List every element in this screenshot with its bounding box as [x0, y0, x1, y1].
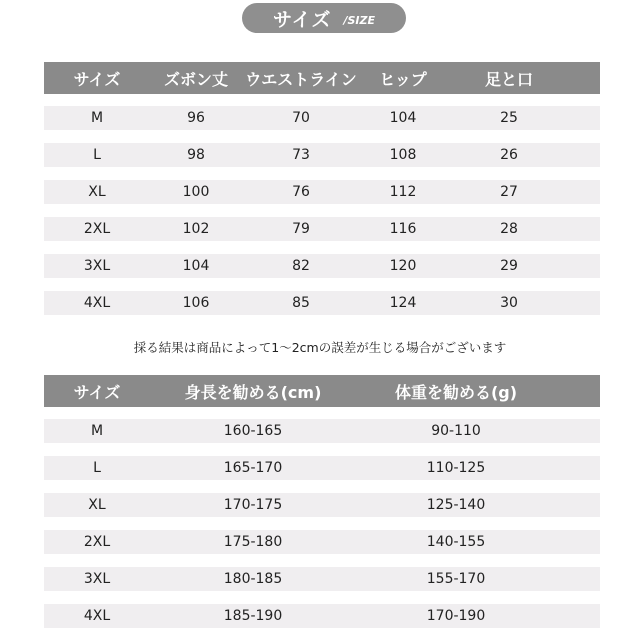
table-row [44, 493, 600, 517]
table-row [44, 106, 600, 130]
cell-length: 106 [182, 295, 210, 311]
table-row [44, 180, 600, 204]
cell-size: 3XL [83, 258, 111, 274]
table-row [44, 419, 600, 443]
header-size: サイズ [73, 382, 121, 402]
cell-height: 185-190 [223, 608, 283, 624]
measurement-note: 採る結果は商品によって1～2cmの誤差が生じる場合がございます [133, 340, 507, 355]
table-row [44, 217, 600, 241]
cell-hem: 26 [500, 147, 518, 163]
header-hip: ヒップ [379, 69, 427, 89]
cell-size: XL [88, 184, 106, 200]
cell-size: 3XL [83, 571, 111, 587]
cell-hip: 120 [389, 258, 417, 274]
table-header [44, 375, 600, 407]
cell-waist: 76 [292, 184, 310, 200]
table-row [44, 143, 600, 167]
size-title: サイズ [272, 8, 332, 31]
cell-size: XL [88, 497, 106, 513]
cell-hem: 27 [500, 184, 518, 200]
header-size: サイズ [73, 69, 121, 89]
cell-size: 4XL [83, 295, 111, 311]
cell-height: 175-180 [223, 534, 283, 550]
table-header [44, 62, 600, 94]
cell-length: 96 [187, 110, 205, 126]
table-row [44, 254, 600, 278]
cell-hem: 28 [500, 221, 518, 237]
cell-size: L [93, 460, 101, 476]
cell-hem: 29 [500, 258, 518, 274]
table-row [44, 291, 600, 315]
cell-hip: 116 [389, 221, 417, 237]
cell-waist: 82 [292, 258, 310, 274]
header-waist: ウエストライン [245, 69, 357, 89]
cell-length: 100 [182, 184, 210, 200]
cell-waist: 70 [292, 110, 310, 126]
size-measurement-table [44, 62, 600, 311]
cell-height: 170-175 [223, 497, 283, 513]
cell-hem: 25 [500, 110, 518, 126]
cell-height: 180-185 [223, 571, 283, 587]
cell-weight: 90-110 [431, 423, 481, 439]
cell-waist: 73 [292, 147, 310, 163]
cell-height: 160-165 [223, 423, 283, 439]
table-row [44, 530, 600, 554]
cell-size: L [93, 147, 101, 163]
cell-length: 98 [187, 147, 205, 163]
cell-waist: 85 [292, 295, 310, 311]
cell-hip: 124 [389, 295, 417, 311]
header-hem: 足と口 [484, 69, 533, 89]
cell-height: 165-170 [223, 460, 283, 476]
cell-weight: 155-170 [426, 571, 486, 587]
cell-hip: 104 [389, 110, 417, 126]
cell-weight: 140-155 [426, 534, 486, 550]
cell-hip: 108 [389, 147, 417, 163]
size-title-pill [242, 3, 406, 33]
table-row [44, 567, 600, 591]
cell-hip: 112 [389, 184, 417, 200]
size-subtitle: /SIZE [343, 13, 375, 27]
cell-weight: 110-125 [426, 460, 486, 476]
cell-weight: 125-140 [426, 497, 486, 513]
header-weight: 体重を勧める(g) [394, 382, 518, 402]
table-row [44, 604, 600, 628]
cell-size: 4XL [83, 608, 111, 624]
cell-length: 102 [182, 221, 210, 237]
header-height: 身長を勧める(cm) [184, 382, 322, 402]
cell-length: 104 [182, 258, 210, 274]
cell-size: 2XL [83, 534, 111, 550]
table-row [44, 456, 600, 480]
cell-size: M [90, 423, 104, 439]
cell-size: 2XL [83, 221, 111, 237]
cell-weight: 170-190 [426, 608, 486, 624]
cell-hem: 30 [500, 295, 518, 311]
cell-waist: 79 [292, 221, 310, 237]
size-recommendation-table [44, 375, 600, 624]
header-length: ズボン丈 [163, 69, 228, 89]
cell-size: M [90, 110, 104, 126]
